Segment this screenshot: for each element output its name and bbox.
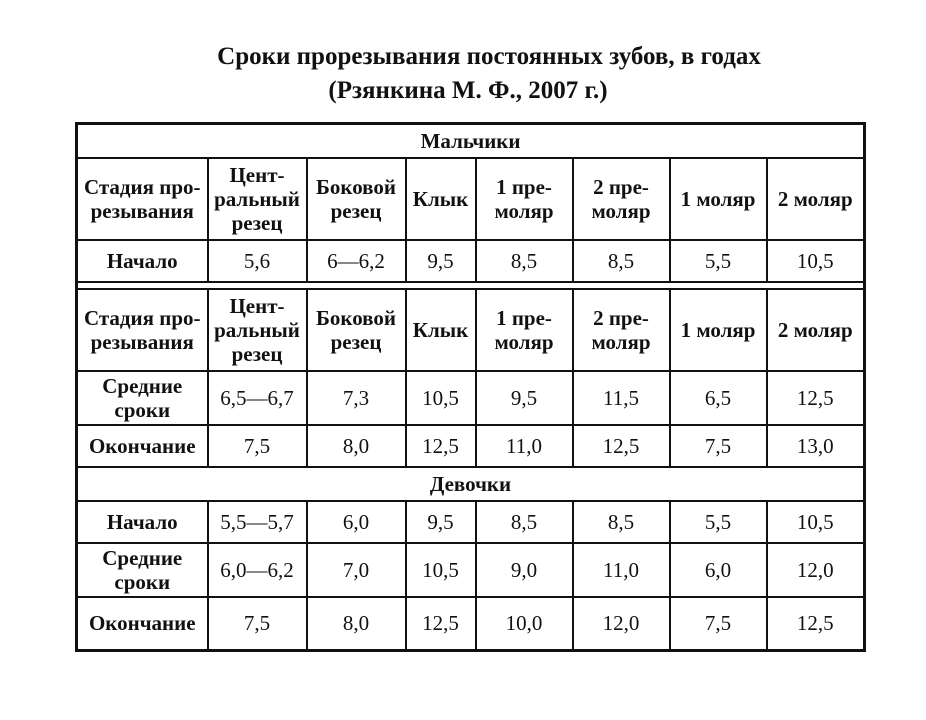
cell: 9,0 <box>476 543 573 597</box>
cell: 11,5 <box>573 371 670 425</box>
eruption-table <box>75 122 866 652</box>
cell: 7,3 <box>307 371 406 425</box>
cell: 8,5 <box>573 501 670 543</box>
cell: 5,5—5,7 <box>208 501 307 543</box>
row-label: Начало <box>77 501 208 543</box>
cell: 8,0 <box>307 425 406 467</box>
cell: 8,0 <box>307 597 406 651</box>
table-row-girls-start <box>77 501 865 543</box>
row-label: Средние сроки <box>77 371 208 425</box>
header-molar-2: 2 моляр <box>767 289 865 371</box>
header-central-incisor: Цент- ральный резец <box>208 289 307 371</box>
cell: 12,5 <box>767 597 865 651</box>
section-boys: Мальчики <box>77 124 865 158</box>
cell: 8,5 <box>476 240 573 282</box>
cell: 12,5 <box>767 371 865 425</box>
cell: 12,0 <box>573 597 670 651</box>
header-molar-1: 1 моляр <box>670 289 767 371</box>
header-lateral-incisor: Боковой резец <box>307 158 406 240</box>
header-canine: Клык <box>406 158 476 240</box>
title-line-1: Сроки прорезывания постоянных зубов, в годах <box>217 43 761 70</box>
cell: 12,5 <box>573 425 670 467</box>
cell: 9,5 <box>406 501 476 543</box>
cell: 6,0 <box>307 501 406 543</box>
cell: 6,0 <box>670 543 767 597</box>
row-label: Окончание <box>77 425 208 467</box>
table-row-girls-end <box>77 597 865 651</box>
header-central-incisor: Цент- ральный резец <box>208 158 307 240</box>
cell: 8,5 <box>476 501 573 543</box>
row-label: Начало <box>77 240 208 282</box>
cell: 6—6,2 <box>307 240 406 282</box>
header-canine: Клык <box>406 289 476 371</box>
cell: 8,5 <box>573 240 670 282</box>
header-stage: Стадия про- резывания <box>77 289 208 371</box>
cell: 6,0—6,2 <box>208 543 307 597</box>
cell: 6,5—6,7 <box>208 371 307 425</box>
cell: 7,5 <box>208 425 307 467</box>
row-label: Средние сроки <box>77 543 208 597</box>
table-row-boys-end <box>77 425 865 467</box>
row-label: Окончание <box>77 597 208 651</box>
cell: 5,6 <box>208 240 307 282</box>
cell: 9,5 <box>476 371 573 425</box>
header-premolar-2: 2 пре- моляр <box>573 289 670 371</box>
cell: 7,5 <box>670 597 767 651</box>
cell: 7,5 <box>670 425 767 467</box>
cell: 7,5 <box>208 597 307 651</box>
cell: 5,5 <box>670 501 767 543</box>
page-title <box>0 40 926 108</box>
cell: 13,0 <box>767 425 865 467</box>
table-row-boys-middle <box>77 371 865 425</box>
header-premolar-1: 1 пре- моляр <box>476 158 573 240</box>
cell: 10,5 <box>767 240 865 282</box>
header-premolar-1: 1 пре- моляр <box>476 289 573 371</box>
header-stage: Стадия про- резывания <box>77 158 208 240</box>
cell: 10,0 <box>476 597 573 651</box>
header-premolar-2: 2 пре- моляр <box>573 158 670 240</box>
header-molar-1: 1 моляр <box>670 158 767 240</box>
table-row-boys-start <box>77 240 865 282</box>
header-row <box>77 158 865 240</box>
cell: 10,5 <box>767 501 865 543</box>
cell: 11,0 <box>476 425 573 467</box>
cell: 12,0 <box>767 543 865 597</box>
section-girls: Девочки <box>77 467 865 501</box>
header-lateral-incisor: Боковой резец <box>307 289 406 371</box>
title-line-2: (Рзянкина М. Ф., 2007 г.) <box>328 77 608 104</box>
cell: 5,5 <box>670 240 767 282</box>
cell: 6,5 <box>670 371 767 425</box>
header-row-repeat <box>77 289 865 371</box>
table-row-girls-middle <box>77 543 865 597</box>
cell: 10,5 <box>406 371 476 425</box>
header-molar-2: 2 моляр <box>767 158 865 240</box>
cell: 12,5 <box>406 597 476 651</box>
cell: 11,0 <box>573 543 670 597</box>
cell: 9,5 <box>406 240 476 282</box>
cell: 12,5 <box>406 425 476 467</box>
cell: 10,5 <box>406 543 476 597</box>
cell: 7,0 <box>307 543 406 597</box>
